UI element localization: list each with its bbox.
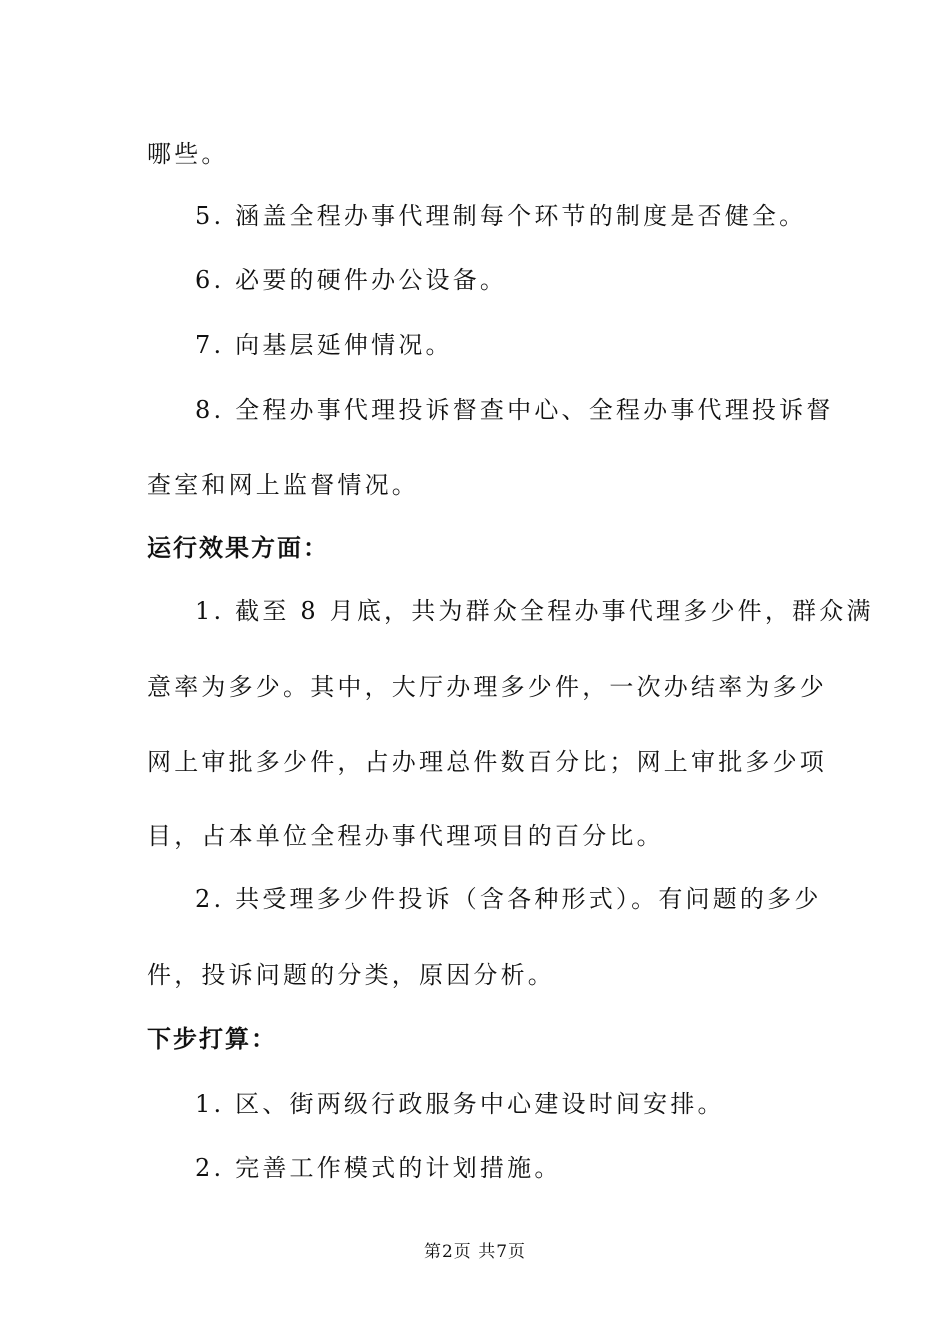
- paragraph-line: 哪些。: [147, 140, 229, 168]
- section-heading-next-steps: 下步打算：: [147, 1025, 277, 1053]
- list-item-5: 5. 涵盖全程办事代理制每个环节的制度是否健全。: [195, 202, 807, 230]
- next-steps-item-2: 2. 完善工作模式的计划措施。: [195, 1154, 562, 1182]
- list-item-6: 6. 必要的硬件办公设备。: [195, 266, 508, 294]
- list-item-8: 8. 全程办事代理投诉督查中心、全程办事代理投诉督: [195, 396, 834, 424]
- results-item-1: 1. 截至 8 月底，共为群众全程办事代理多少件，群众满: [195, 597, 874, 625]
- paragraph-line: 网上审批多少件，占办理总件数百分比；网上审批多少项: [147, 748, 827, 776]
- section-heading-results: 运行效果方面：: [147, 534, 329, 562]
- paragraph-line: 件，投诉问题的分类，原因分析。: [147, 961, 555, 989]
- paragraph-line: 意率为多少。其中，大厅办理多少件，一次办结率为多少: [147, 673, 827, 701]
- page-footer: 第2页 共7页: [423, 1242, 527, 1262]
- paragraph-line: 查室和网上监督情况。: [147, 471, 419, 499]
- paragraph-line: 目，占本单位全程办事代理项目的百分比。: [147, 822, 664, 850]
- list-item-7: 7. 向基层延伸情况。: [195, 331, 453, 359]
- next-steps-item-1: 1. 区、街两级行政服务中心建设时间安排。: [195, 1090, 725, 1118]
- results-item-2: 2. 共受理多少件投诉（含各种形式）。有问题的多少: [195, 885, 822, 913]
